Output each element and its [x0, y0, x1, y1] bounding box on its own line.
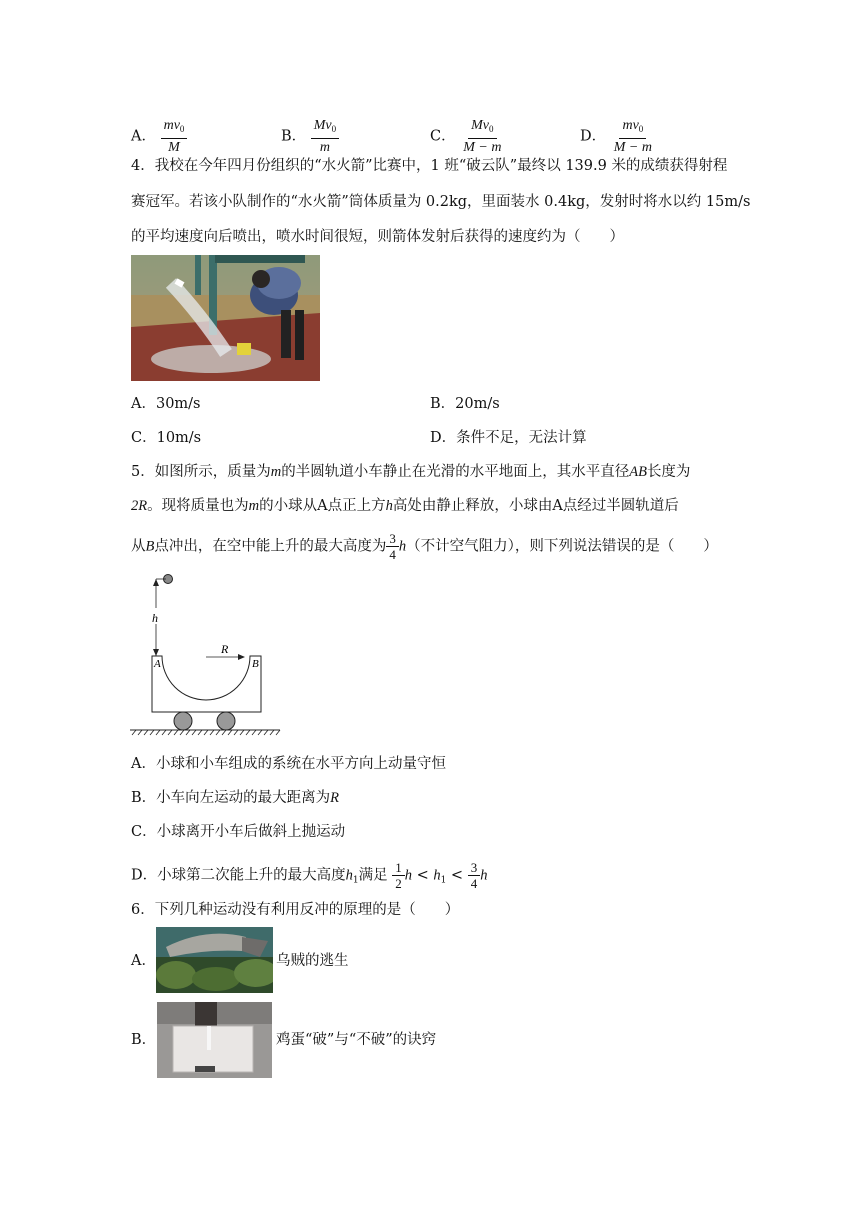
- q3-option-b: [281, 118, 339, 155]
- text: 。现将质量也为: [147, 498, 249, 514]
- frac-num: Mv: [471, 118, 490, 133]
- var-ab: AB: [629, 464, 647, 480]
- wheel-left: [174, 712, 192, 730]
- var-m: m: [270, 464, 282, 480]
- frac-den: M − m: [613, 140, 652, 155]
- sub: 1: [352, 875, 359, 886]
- less-than: <: [411, 867, 434, 884]
- var-m: m: [248, 498, 260, 514]
- var-h: h: [404, 867, 412, 884]
- q5-stem-line-3: [131, 532, 718, 561]
- radius-arrowhead: [238, 654, 245, 660]
- text: D．小球第二次能上升的最大高度: [131, 867, 346, 884]
- fraction: [611, 118, 655, 155]
- cart-body: [152, 656, 261, 712]
- var-h: h: [385, 498, 393, 514]
- option-letter: C．: [430, 128, 456, 145]
- var-2r: 2R: [131, 498, 148, 514]
- var-h: h: [345, 867, 353, 884]
- wheel-right: [217, 712, 235, 730]
- arrow-up: [153, 579, 159, 586]
- half-pipe-cart-diagram: [128, 570, 288, 740]
- frac-den: 4: [470, 876, 478, 891]
- q4-option-c: C．10m/s: [131, 430, 202, 446]
- text: B．小车向左运动的最大距离为: [131, 790, 331, 806]
- frac-sub: 0: [638, 124, 644, 134]
- frac-den: M: [168, 140, 180, 155]
- text: （不计空气阻力），则下列说法错误的是（ ）: [406, 538, 718, 555]
- label-r: R: [221, 642, 229, 656]
- egg-image: [157, 1002, 272, 1078]
- ground-hatching: [132, 730, 280, 735]
- q6-option-b-caption: 鸡蛋“破”与“不破”的诀窍: [276, 1032, 437, 1048]
- frac-num: mv: [622, 118, 639, 133]
- squid-photo: [156, 927, 273, 993]
- q6-option-a-caption: 乌贼的逃生: [276, 953, 349, 969]
- squid-image: [156, 927, 273, 993]
- frac-den: M − m: [463, 140, 502, 155]
- text: 点冲出，在空中能上升的最大高度为: [154, 538, 387, 555]
- q4-option-a: A．30m/s: [131, 396, 201, 412]
- q4-stem-line-2: 赛冠军。若该小队制作的“水火箭”筒体质量为 0.2kg，里面装水 0.4kg，发射时将水以约 15m/s: [131, 194, 751, 210]
- fraction: [468, 861, 481, 890]
- label-h: h: [152, 611, 158, 625]
- less-than: <: [446, 867, 468, 884]
- q6-option-b-letter: B．: [131, 1032, 157, 1048]
- q4-stem-line-3: 的平均速度向后喷出，喷水时间很短，则箭体发射后获得的速度约为（ ）: [131, 229, 624, 245]
- text: 长度为: [646, 464, 691, 480]
- frac-num: mv: [163, 118, 180, 133]
- q5-option-d: [131, 861, 487, 891]
- var-r: R: [330, 790, 340, 806]
- q5-option-b: [131, 788, 339, 808]
- frac-sub: 0: [331, 124, 337, 134]
- var-b: B: [145, 538, 155, 555]
- q4-option-b: B．20m/s: [430, 396, 500, 412]
- q5-stem-line-2: [131, 496, 679, 516]
- text: 的半圆轨道小车静止在光滑的水平地面上，其水平直径: [281, 464, 630, 480]
- sub: 1: [440, 875, 447, 886]
- water-rocket-image: [131, 255, 320, 381]
- label-a: A: [154, 658, 161, 670]
- text: 5．如图所示，质量为: [131, 464, 271, 480]
- text: 高处由静止释放，小球由A点经过半圆轨道后: [392, 498, 679, 514]
- fraction: [386, 532, 399, 561]
- q5-option-a: A．小球和小车组成的系统在水平方向上动量守恒: [131, 756, 446, 772]
- var-h: h: [398, 538, 407, 555]
- frac-num: Mv: [313, 118, 332, 133]
- water-rocket-photo: [131, 255, 320, 381]
- q4-stem-line-1: 4．我校在今年四月份组织的“水火箭”比赛中，1 班“破云队”最终以 139.9 米的成绩获得射程: [131, 158, 728, 174]
- arrow-down: [153, 649, 159, 656]
- frac-num: 1: [392, 861, 405, 876]
- fraction: [311, 118, 339, 155]
- frac-den: 2: [395, 876, 402, 891]
- option-letter: A．: [131, 128, 156, 145]
- var-h: h: [433, 867, 441, 884]
- q3-option-c: [430, 118, 504, 155]
- text: 的小球从A点正上方: [259, 498, 386, 514]
- q5-stem-line-1: [131, 462, 690, 482]
- frac-sub: 0: [489, 124, 494, 134]
- frac-num: 3: [468, 861, 481, 876]
- text: 从: [131, 538, 146, 555]
- frac-den: m: [319, 140, 331, 155]
- frac-num: 3: [386, 532, 399, 547]
- fraction: [392, 861, 405, 890]
- option-letter: B．: [281, 128, 307, 145]
- option-letter: D．: [580, 128, 607, 145]
- q6-option-a-letter: A．: [131, 953, 156, 969]
- q5-option-c: C．小球离开小车后做斜上抛运动: [131, 824, 346, 840]
- egg-experiment-photo: [157, 1002, 272, 1078]
- frac-sub: 0: [179, 124, 185, 134]
- q3-option-a: [131, 118, 187, 155]
- text: 满足: [358, 867, 388, 884]
- label-b: B: [252, 658, 259, 670]
- q6-stem: 6．下列几种运动没有利用反冲的原理的是（ ）: [131, 902, 460, 918]
- var-h: h: [480, 867, 488, 884]
- fraction: [460, 118, 504, 155]
- q4-option-d: D．条件不足，无法计算: [430, 430, 587, 446]
- q3-option-d: [580, 118, 655, 155]
- fraction: [161, 118, 188, 155]
- frac-den: 4: [389, 547, 396, 562]
